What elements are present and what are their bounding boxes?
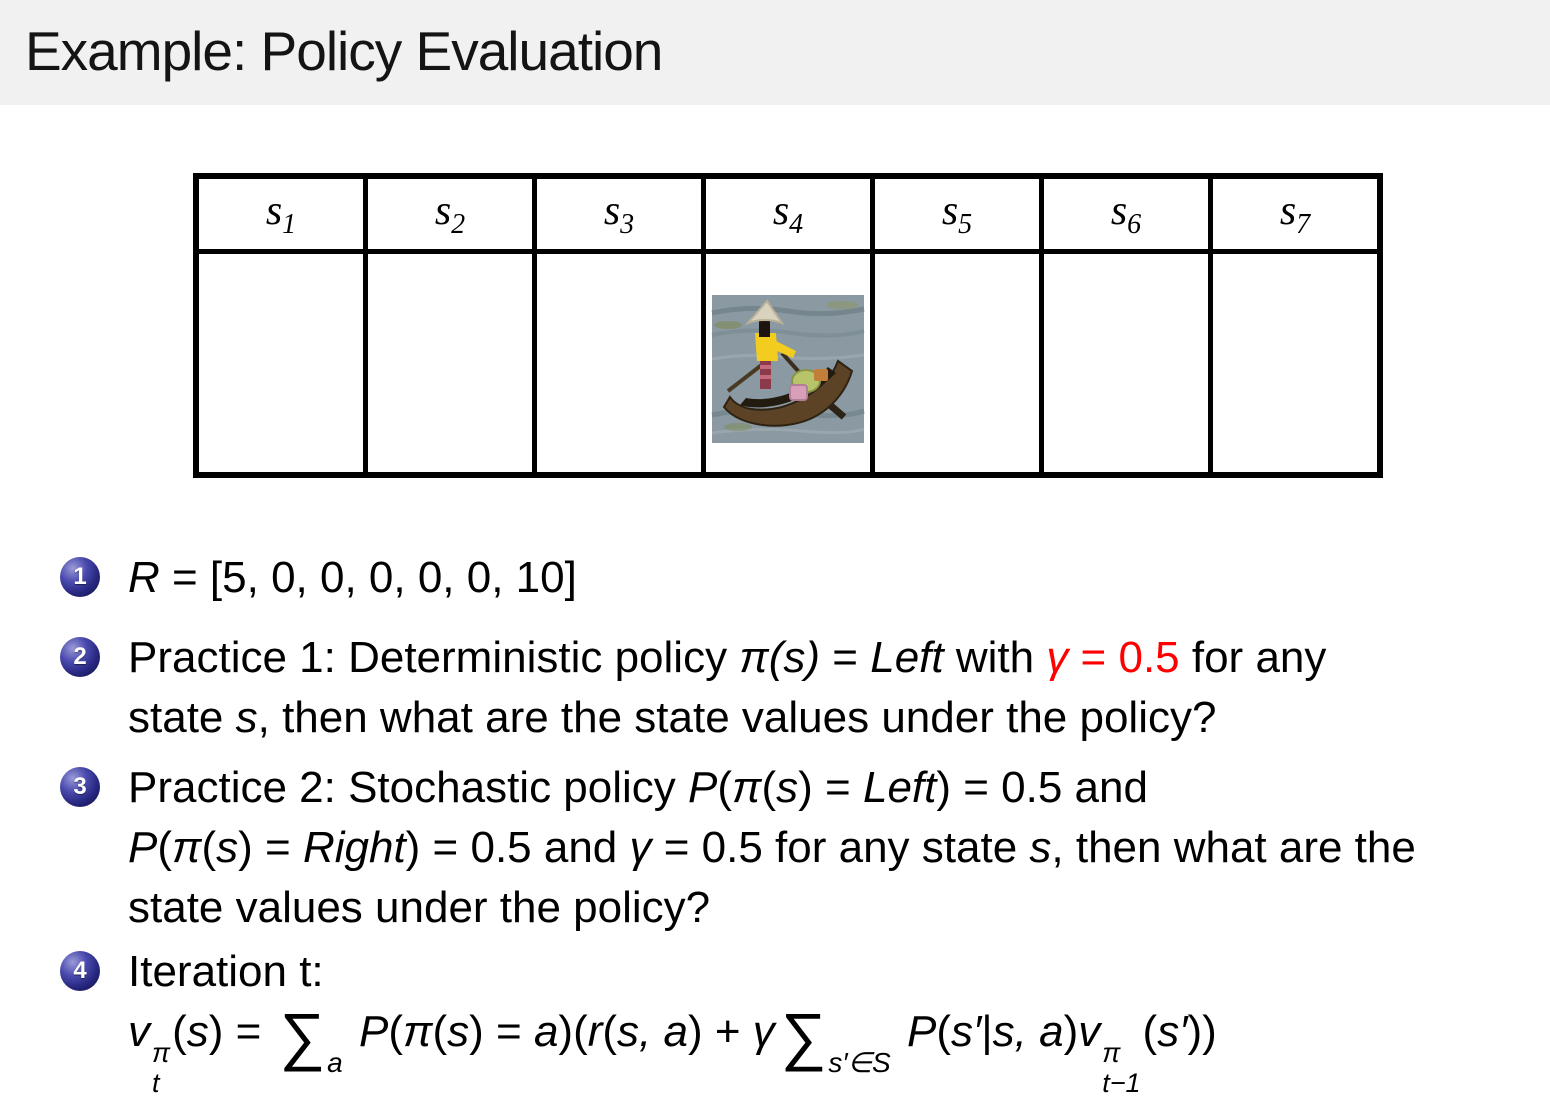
text-segment: P	[688, 763, 718, 812]
text-segment: r	[587, 1007, 603, 1056]
state-label: s	[603, 188, 621, 234]
bullet-text	[128, 548, 1530, 608]
state-label: s	[1110, 188, 1128, 234]
text-segment: Left	[862, 763, 937, 812]
text-segment: ) +	[687, 1007, 753, 1056]
text-segment: =	[820, 633, 871, 682]
summation-symbol: $\sum_a$	[279, 1000, 343, 1078]
text-segment: P	[128, 823, 158, 872]
text-segment: s	[216, 823, 239, 872]
state-label: s	[1279, 188, 1297, 234]
text-segment: (	[1142, 1007, 1158, 1056]
state-body-row	[196, 252, 1380, 476]
text-segment: = 0.5 for any state	[651, 823, 1030, 872]
state-header-s3	[535, 176, 704, 252]
state-label-sub: 4	[789, 209, 804, 240]
text-segment: a	[533, 1007, 559, 1056]
bullet-text	[128, 758, 1530, 938]
text-segment: Practice 1: Deterministic policy	[128, 633, 740, 682]
text-line	[128, 628, 1530, 688]
state-header-s7	[1211, 176, 1381, 252]
boat-illustration	[712, 295, 864, 443]
text-segment: with	[943, 633, 1047, 682]
text-segment: = [5, 0, 0, 0, 0, 0, 10]	[159, 553, 577, 602]
summation-symbol: $\sum_{s'\in S}$	[780, 1000, 891, 1078]
text-segment: (	[201, 823, 217, 872]
text-segment: π	[403, 1007, 433, 1056]
bullet-practice-1	[60, 628, 1530, 748]
state-cell-s1	[196, 252, 366, 476]
state-label: s	[772, 188, 790, 234]
text-line	[128, 878, 1530, 938]
bullet-number-badge: 1	[60, 557, 100, 597]
bullet-practice-2	[60, 758, 1530, 938]
text-segment: Left	[870, 633, 944, 682]
bullet-text	[128, 942, 1530, 1097]
text-segment: s	[235, 693, 258, 742]
text-segment: for any	[1179, 633, 1327, 682]
scripted-variable: v π t	[128, 1007, 171, 1098]
title-band	[0, 0, 1550, 105]
state-cell-s2	[366, 252, 535, 476]
text-segment: γ	[629, 823, 652, 872]
text-segment: Practice 2: Stochastic policy	[128, 763, 689, 812]
text-segment	[347, 1007, 359, 1056]
text-segment: Iteration t:	[128, 947, 324, 996]
text-segment: Right	[302, 823, 406, 872]
state-label-sub: 3	[620, 209, 635, 240]
summation-subscript: a	[327, 1047, 343, 1078]
state-cell-s6	[1042, 252, 1211, 476]
text-segment: π(s)	[739, 633, 821, 682]
text-segment: (	[172, 1007, 187, 1056]
text-segment: P	[358, 1007, 389, 1056]
text-segment: s′	[1157, 1007, 1188, 1056]
bullet-number-badge: 4	[60, 951, 100, 991]
bullet-iteration-formula	[60, 942, 1530, 1097]
text-segment: , then what are the	[1051, 823, 1416, 872]
state-table	[193, 173, 1383, 478]
state-cell-s5	[873, 252, 1042, 476]
text-segment: ) =	[208, 1007, 274, 1056]
text-segment: ) =	[469, 1007, 534, 1056]
text-segment: γ	[752, 1007, 775, 1056]
state-cell-s4	[704, 252, 873, 476]
text-segment: |	[981, 1007, 993, 1056]
text-segment: s	[447, 1007, 470, 1056]
text-segment: (	[936, 1007, 951, 1056]
text-segment: (	[761, 763, 777, 812]
text-segment: R	[128, 553, 160, 602]
state-label-sub: 2	[451, 209, 466, 240]
text-segment: π	[172, 823, 202, 872]
text-segment: (	[157, 823, 173, 872]
bullet-number-badge: 2	[60, 637, 100, 677]
text-segment: s	[776, 763, 799, 812]
text-segment: s	[1029, 823, 1052, 872]
text-segment: π	[732, 763, 762, 812]
state-cell-s7	[1211, 252, 1381, 476]
state-label-sub: 6	[1127, 209, 1142, 240]
state-header-s6	[1042, 176, 1211, 252]
text-segment: , then what are the state values under the policy?	[257, 693, 1217, 742]
state-header-s1	[196, 176, 366, 252]
text-line	[128, 688, 1530, 748]
state-label: s	[941, 188, 959, 234]
state-label-sub: 7	[1296, 209, 1311, 240]
slide-title: Example: Policy Evaluation	[25, 20, 663, 82]
text-segment: (	[432, 1007, 448, 1056]
text-segment: ) = 0.5 and	[405, 823, 630, 872]
text-line	[128, 758, 1530, 818]
text-segment: = 0.5	[1068, 633, 1180, 682]
text-segment: (	[388, 1007, 403, 1056]
text-line	[128, 818, 1530, 878]
state-header-s2	[366, 176, 535, 252]
text-segment: P	[906, 1007, 937, 1056]
text-line	[128, 942, 1530, 1002]
text-segment	[895, 1007, 907, 1056]
scripted-variable: v π t−1	[1078, 1007, 1141, 1098]
text-segment: )	[1063, 1007, 1079, 1056]
state-header-s4	[704, 176, 873, 252]
text-segment: s	[186, 1007, 209, 1056]
state-cell-s3	[535, 252, 704, 476]
state-label: s	[434, 188, 452, 234]
text-segment: s, a	[617, 1007, 688, 1056]
summation-subscript: s′∈S	[828, 1047, 891, 1078]
text-line	[128, 1002, 1530, 1097]
text-segment: state	[128, 693, 236, 742]
state-header-s5	[873, 176, 1042, 252]
bullet-number-badge: 3	[60, 767, 100, 807]
text-segment: ))	[1187, 1007, 1217, 1056]
bullet-text	[128, 628, 1530, 748]
state-header-row	[196, 176, 1380, 252]
text-segment: s′	[950, 1007, 982, 1056]
text-segment: state values under the policy?	[128, 883, 711, 932]
text-segment: (	[717, 763, 733, 812]
state-label: s	[265, 188, 283, 234]
text-segment: γ	[1046, 633, 1069, 682]
boat-rower-photo	[712, 295, 864, 443]
text-segment: ) = 0.5 and	[936, 763, 1148, 812]
text-segment: ) =	[798, 763, 863, 812]
text-segment: (	[602, 1007, 618, 1056]
text-segment: s, a	[992, 1007, 1064, 1056]
text-line	[128, 548, 1530, 608]
state-label-sub: 5	[958, 209, 973, 240]
state-label-sub: 1	[282, 209, 297, 240]
text-segment: )(	[558, 1007, 588, 1056]
text-segment: ) =	[238, 823, 303, 872]
bullet-reward-vector	[60, 548, 1530, 608]
